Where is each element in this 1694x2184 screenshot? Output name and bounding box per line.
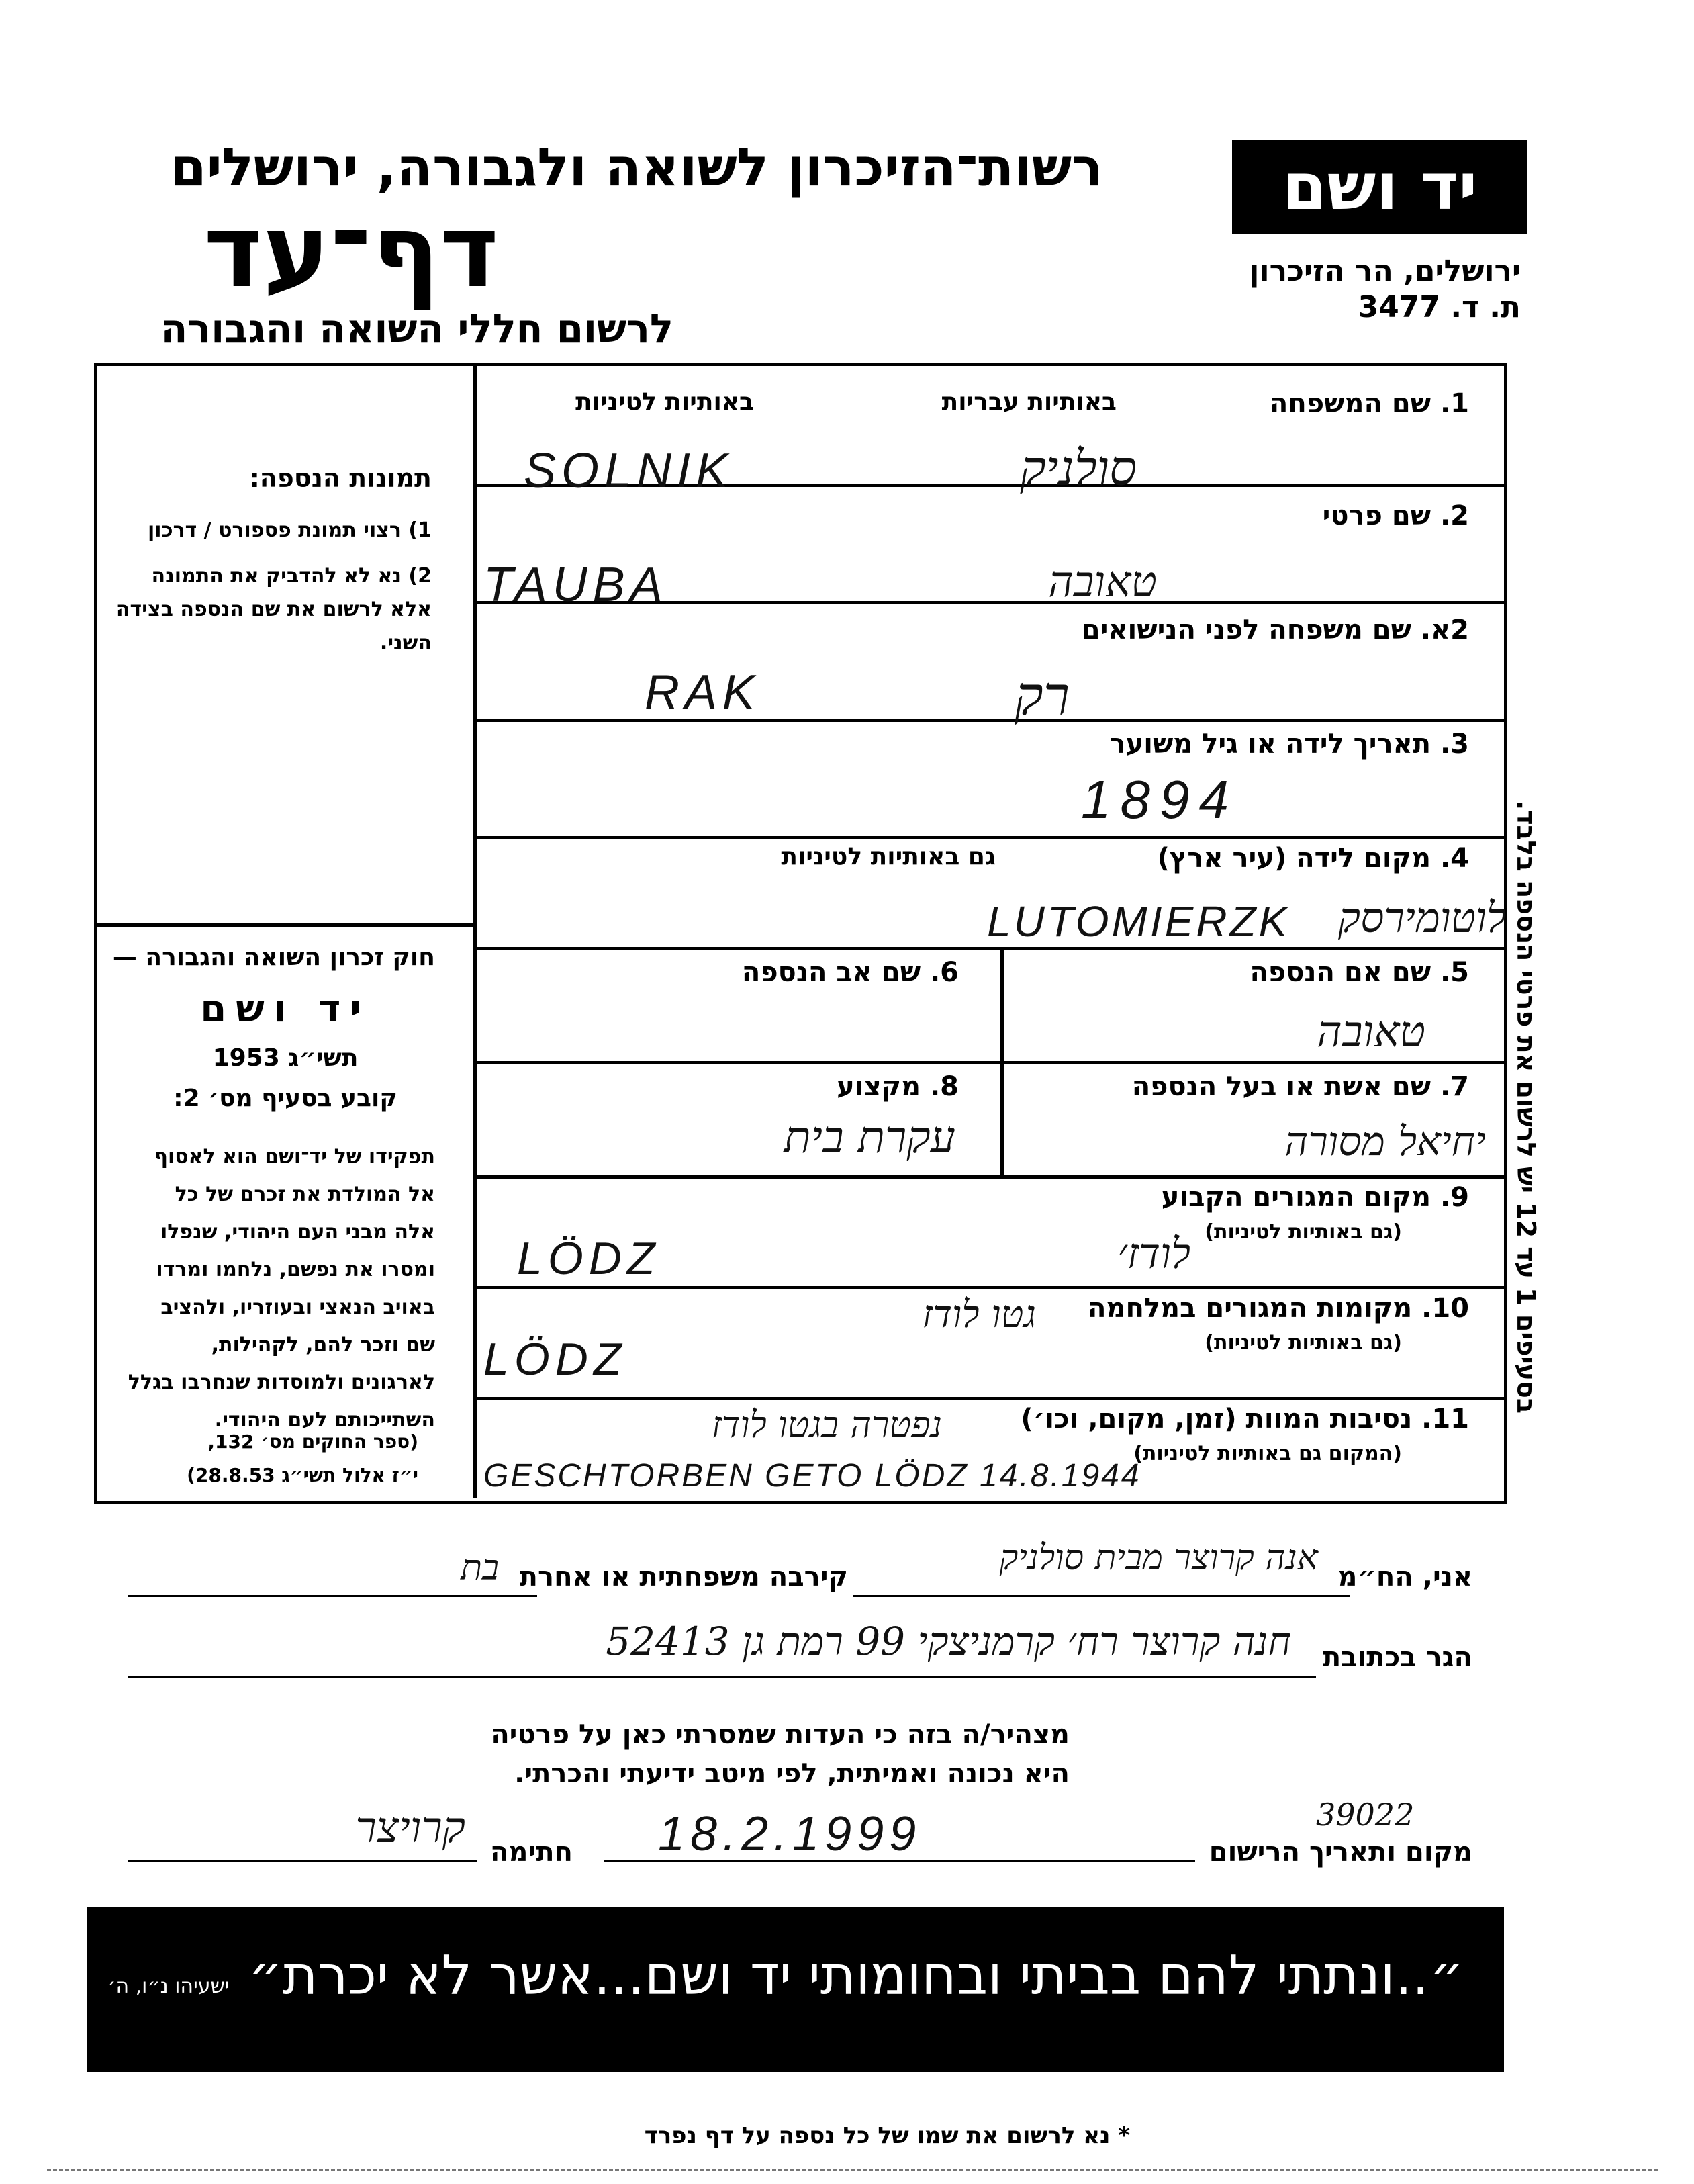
photo-note-1: 1) רצוי תמונת פספורט / דרכון — [147, 518, 432, 542]
relation-line — [128, 1595, 537, 1597]
law-text — [79, 1138, 435, 1439]
field-8-value[interactable]: עקרת בית — [784, 1111, 955, 1163]
declaration-i-label: אני, הח״מ — [1337, 1561, 1472, 1592]
po-box: ת. ד. 3477 — [1358, 290, 1521, 324]
field-10-sub: (גם באותיות לטיניות) — [1205, 1331, 1402, 1355]
law-text-line: שם וזכר להם, לקהילות, — [211, 1333, 435, 1357]
left-column-split — [94, 923, 477, 927]
footer-note: * נא לרשום את שמו של כל נספה על דף נפרד — [644, 2122, 1130, 2149]
field-1-hebrew-value[interactable]: סולניק — [1020, 440, 1137, 496]
field-9-hebrew-value[interactable]: לודז׳ — [1117, 1229, 1190, 1278]
field-4-hebrew-value[interactable]: לוטומירסק — [1337, 893, 1506, 942]
row-line — [473, 836, 1504, 839]
law-text-line: ומסרו את נפשם, נלחמו ומרדו — [156, 1258, 435, 1281]
field-10-hebrew-value[interactable]: גטו לודז — [922, 1293, 1036, 1336]
law-clause: קובע בסעיף מס׳ 2: — [173, 1085, 397, 1112]
field-3-value[interactable]: 1894 — [1081, 770, 1238, 829]
law-text-line: אל המולדת את זכרם של כל — [175, 1183, 435, 1206]
field-7-value[interactable]: יחיאל מסורה — [1284, 1118, 1486, 1165]
field-1-label: 1. שם המשפחה — [1269, 388, 1469, 419]
yad-vashem-logo — [1232, 140, 1527, 234]
law-source-1: (ספר החוקים מס׳ 132, — [207, 1430, 418, 1453]
field-2a-latin-value[interactable]: RAK — [645, 666, 761, 719]
row-line — [473, 1397, 1504, 1400]
address-value[interactable]: חנה קרוצר רח׳ קרמניצקי 99 רמת גן 52413 — [606, 1619, 1291, 1664]
field-10-label: 10. מקומות המגורים במלחמה — [1088, 1293, 1469, 1324]
photo-note-2: 2) נא לא להדביק את התמונה — [151, 564, 432, 588]
side-note: בסעיפים 1 עד 12 יש לרשום את פרטי הנספה בלבד. — [1511, 800, 1541, 1414]
field-7-label: 7. שם אשת או בעל הנספה — [1131, 1071, 1469, 1102]
signature-line — [128, 1860, 477, 1862]
law-year: תשי״ג 1953 — [212, 1044, 359, 1072]
field-2a-label: 2א. שם משפחה לפני הנישואים — [1081, 615, 1469, 645]
logo-text: יד ושם — [1282, 149, 1478, 224]
field-5-value[interactable]: טאובה — [1317, 1007, 1425, 1057]
field-1-hebrew-header: באותיות עבריות — [941, 388, 1117, 416]
law-text-line: השתייכותם לעם היהודי. — [214, 1408, 435, 1432]
banner-source: ישעיהו נ״ו, ה׳ — [107, 1974, 230, 1998]
row-line — [473, 947, 1504, 950]
row-line — [473, 1061, 1504, 1064]
field-5-label: 5. שם אם הנספה — [1250, 957, 1469, 988]
law-source-2: י״ז אלול תשי״ג 28.8.53) — [187, 1464, 418, 1486]
law-heading: חוק זכרון השואה והגבורה — — [112, 944, 435, 971]
field-9-sub: (גם באותיות לטיניות) — [1205, 1220, 1402, 1244]
form-title: דף־עד — [203, 193, 499, 310]
field-11-latin-value[interactable]: GESCHTORBEN GETO LÖDZ 14.8.1944 — [483, 1458, 1141, 1494]
photo-note-2b: אלא לרשום את שם הנספה בצידה — [115, 598, 432, 621]
relation-value[interactable]: בת — [461, 1548, 499, 1588]
photo-heading: תמונות הנספה: — [249, 463, 432, 493]
field-1-latin-header: באותיות לטיניות — [575, 388, 754, 416]
address-label: הגר בכתובת — [1322, 1642, 1472, 1673]
place-date-label: מקום ותאריך הרישום — [1209, 1837, 1472, 1868]
field-4-latin-header: גם באותיות לטיניות — [781, 843, 996, 870]
form-subtitle: לרשום חללי השואה והגבורה — [160, 306, 673, 351]
signature-label: חתימה — [489, 1837, 573, 1868]
signature-value[interactable]: קרויצר — [355, 1803, 465, 1853]
banner-quote: ״..ונתתי להם בביתי ובחומותי יד ושם...אשר לא יכרת״ — [248, 1944, 1464, 2007]
field-2-hebrew-value[interactable]: טאובה — [1048, 557, 1157, 607]
witness-name-value[interactable]: אנה קרוצר מבית סולניק — [999, 1538, 1318, 1578]
row-line — [473, 1175, 1504, 1179]
field-2-label: 2. שם פרטי — [1322, 500, 1469, 531]
field-11-label: 11. נסיבות המוות (זמן, מקום, וכו׳) — [1021, 1404, 1469, 1435]
authority-title: רשות־הזיכרון לשואה ולגבורה, ירושלים — [170, 138, 1103, 198]
relation-label: קירבה משפחתית או אחרת — [519, 1561, 848, 1592]
bottom-dotted-rule — [47, 2169, 1658, 2171]
law-name: יד ושם — [200, 987, 371, 1031]
field-8-label: 8. מקצוע — [837, 1071, 959, 1102]
row-line — [473, 719, 1504, 722]
date-value[interactable]: 18.2.1999 — [658, 1807, 922, 1861]
field-9-label: 9. מקום המגורים הקבוע — [1161, 1182, 1469, 1213]
field-11-sub: (המקום גם באותיות לטיניות) — [1133, 1442, 1402, 1465]
row-line — [473, 1286, 1504, 1289]
field-4-label: 4. מקום לידה (עיר ארץ) — [1157, 843, 1469, 874]
statement-line-1: מצהיר/ה בזה כי העדות שמסרתי כאן על פרטיה — [491, 1719, 1070, 1750]
witness-name-line — [853, 1595, 1350, 1597]
law-text-line: לארגונים ולמוסדות שנחרבו בגלל — [128, 1371, 435, 1394]
field-3-label: 3. תאריך לידה או גיל משוער — [1109, 729, 1469, 760]
quote-banner — [87, 1907, 1504, 2072]
field-9-latin-value[interactable]: LÖDZ — [517, 1233, 661, 1284]
field-4-latin-value[interactable]: LUTOMIERZK — [987, 897, 1290, 946]
law-text-line: תפקידו של יד־ושם הוא לאסוף — [154, 1145, 435, 1169]
law-text-line: אלה מבני העם היהודי, שנפלו — [160, 1220, 435, 1244]
field-10-latin-value[interactable]: LÖDZ — [483, 1334, 627, 1385]
law-text-line: באויב הנאצי ובעוזריו, ולהציב — [160, 1295, 435, 1319]
cell-divider — [1000, 947, 1004, 1175]
field-6-label: 6. שם אב הנספה — [741, 957, 959, 988]
field-2a-hebrew-value[interactable]: רק — [1014, 665, 1070, 727]
place-value[interactable]: 39022 — [1316, 1796, 1415, 1833]
left-column-divider — [473, 363, 477, 1498]
address-line: ירושלים, הר הזיכרון — [1249, 254, 1521, 288]
field-2-latin-value[interactable]: TAUBA — [483, 558, 668, 612]
field-1-latin-value[interactable]: SOLNIK — [524, 444, 734, 498]
statement-line-2: היא נכונה ואמיתית, לפי מיטב ידיעתי והכרתי. — [514, 1758, 1070, 1789]
photo-note-2c: השני. — [379, 631, 432, 655]
address-line — [128, 1676, 1316, 1678]
field-11-hebrew-value[interactable]: נפטרה בגטו לודז — [711, 1404, 942, 1446]
